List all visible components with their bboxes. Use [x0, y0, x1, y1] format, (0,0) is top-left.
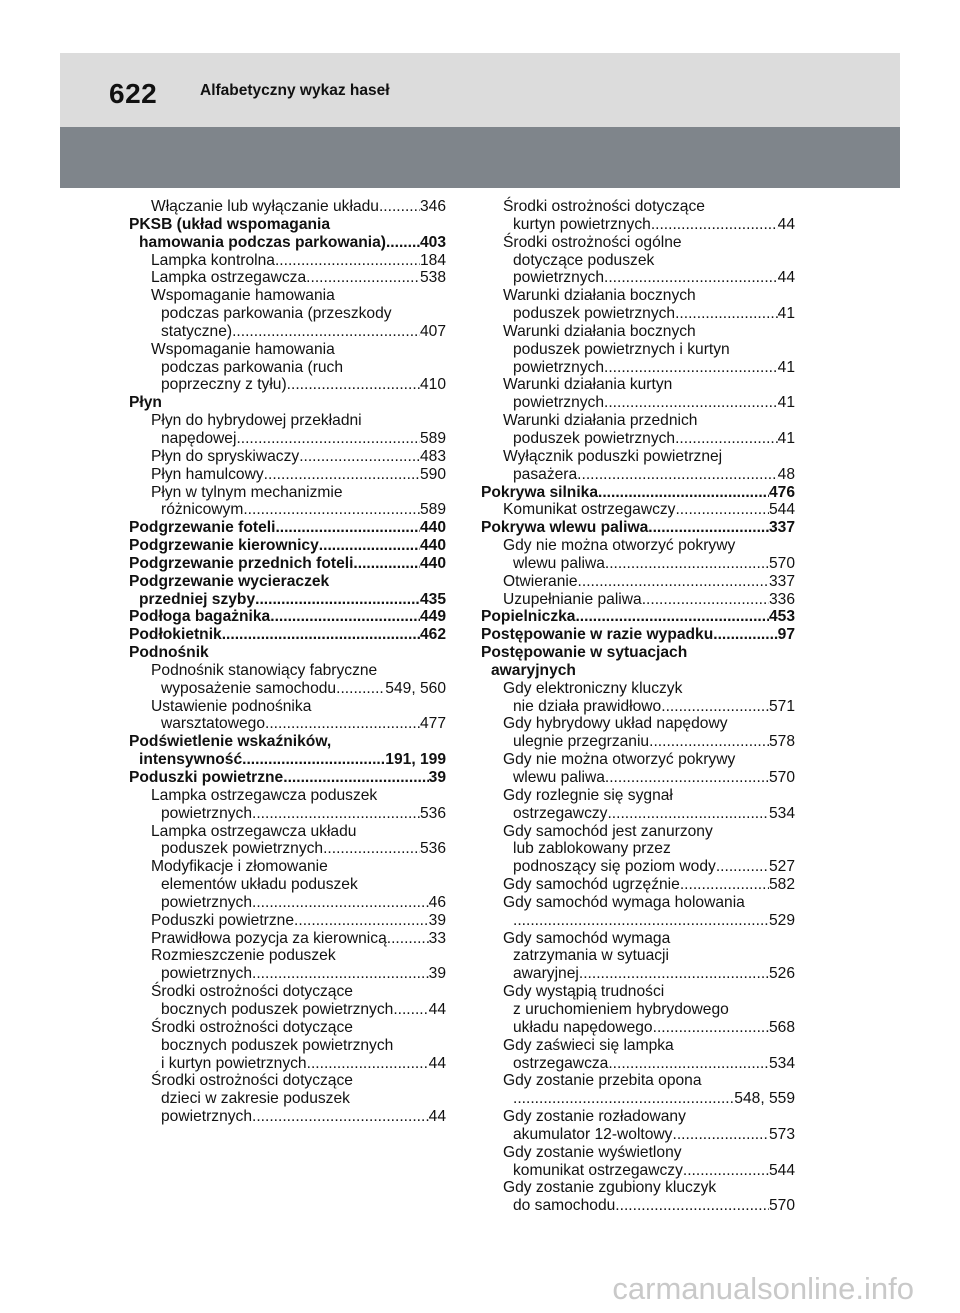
- entry-text: poduszek powietrznych i kurtyn: [513, 340, 730, 358]
- entry-text: poduszek powietrznych: [513, 305, 676, 323]
- index-entry: [129, 626, 446, 644]
- entry-text: Wyłącznik poduszki powietrznej: [503, 447, 723, 465]
- dot-leader: [577, 466, 777, 484]
- entry-text: Podgrzewanie przednich foteli: [129, 554, 354, 572]
- index-entry: [481, 591, 795, 609]
- page-reference: 336: [768, 590, 795, 608]
- entry-text: Włączanie lub wyłączanie układu: [151, 198, 379, 215]
- index-entry: [481, 537, 795, 573]
- entry-text: Płyn do spryskiwaczy: [151, 447, 300, 465]
- index-entry: [129, 787, 446, 823]
- page-reference: 403: [419, 233, 446, 251]
- entry-text: wlewu paliwa: [513, 769, 605, 786]
- entry-text: Warunki działania kurtyn: [503, 376, 673, 394]
- entry-text: awaryjnych: [491, 661, 576, 679]
- dot-leader: [608, 1055, 769, 1073]
- dot-leader: [306, 269, 420, 287]
- dot-leader: [265, 715, 420, 733]
- index-entry: [481, 1179, 795, 1215]
- entry-text: Podnośnik: [129, 644, 209, 662]
- dot-leader: [243, 501, 420, 519]
- dot-leader: [653, 1019, 769, 1037]
- index-entry: [481, 823, 795, 877]
- entry-text: powietrznych: [513, 269, 605, 287]
- entry-text: powietrznych: [161, 965, 253, 983]
- index-entry: [481, 626, 795, 644]
- index-entry: [481, 448, 795, 484]
- index-entry: [481, 573, 795, 591]
- entry-text: Podłokietnik: [129, 626, 222, 644]
- page-reference: 529: [768, 911, 795, 929]
- page-reference: 483: [419, 447, 446, 465]
- entry-text: Gdy zostanie wyświetlony: [503, 1143, 682, 1161]
- dot-leader: [661, 698, 769, 716]
- page-reference: 570: [768, 769, 795, 786]
- page-reference: 41: [777, 394, 795, 412]
- entry-text: ostrzegawczy: [513, 804, 608, 822]
- index-entry: [481, 930, 795, 984]
- dot-leader: [319, 537, 420, 555]
- entry-text: Wspomaganie hamowania: [151, 340, 335, 358]
- dot-leader: [222, 626, 420, 644]
- entry-text: Gdy nie można otworzyć pokrywy: [503, 751, 736, 769]
- entry-text: podczas parkowania (ruch: [161, 358, 344, 376]
- index-entry: [481, 751, 795, 787]
- page-reference: 534: [768, 804, 795, 822]
- dot-leader: [713, 626, 777, 644]
- page-reference: 191, 199: [385, 751, 446, 769]
- entry-text: ulegnie przegrzaniu: [513, 733, 650, 751]
- entry-text: Gdy samochód ugrzęźnie: [503, 876, 680, 894]
- entry-text: Prawidłowa pozycja za kierownicą: [151, 929, 387, 947]
- entry-text: powietrznych: [161, 893, 253, 911]
- index-entry: [129, 1019, 446, 1073]
- page-reference: 97: [777, 626, 795, 644]
- entry-text: kurtyn powietrznych: [513, 215, 651, 233]
- entry-text: PKSB (układ wspomagania: [129, 215, 331, 233]
- page-reference: 589: [419, 429, 446, 447]
- page-reference: 337: [768, 519, 795, 537]
- dot-leader: [353, 555, 420, 573]
- dot-leader: [604, 269, 778, 287]
- entry-text: ostrzegawcza: [513, 1054, 609, 1072]
- entry-text: akumulator 12-woltowy: [513, 1125, 673, 1143]
- dot-leader: [294, 912, 429, 930]
- dot-leader: [242, 751, 385, 769]
- index-entry: [129, 698, 446, 734]
- dot-leader: [379, 198, 420, 216]
- entry-text: poduszek powietrznych: [513, 429, 676, 447]
- entry-text: Lampka ostrzegawcza: [151, 269, 307, 287]
- entry-text: Gdy samochód jest zanurzony: [503, 822, 713, 840]
- entry-text: Gdy zostanie rozładowany: [503, 1108, 686, 1126]
- page-reference: 568: [768, 1018, 795, 1036]
- page-reference: 407: [419, 322, 446, 340]
- entry-text: Warunki działania bocznych: [503, 322, 696, 340]
- dot-leader: [675, 501, 769, 519]
- entry-text: Gdy wystąpią trudności: [503, 983, 665, 1001]
- page-reference: 453: [768, 608, 795, 626]
- page-reference: 184: [419, 251, 446, 269]
- entry-text: do samochodu: [513, 1197, 616, 1215]
- index-entry: [129, 287, 446, 341]
- dot-leader: [680, 876, 769, 894]
- page-reference: 337: [768, 572, 795, 590]
- page-reference: 48: [777, 465, 795, 483]
- entry-text: Gdy samochód wymaga holowania: [503, 893, 745, 911]
- dot-leader: [336, 680, 385, 698]
- index-entry: [481, 715, 795, 751]
- page-reference: 44: [428, 1054, 446, 1072]
- entry-text: Gdy elektroniczny kluczyk: [503, 679, 683, 697]
- index-entry: [481, 787, 795, 823]
- page-reference: 449: [419, 608, 446, 626]
- dot-leader: [513, 1090, 734, 1108]
- entry-text: powietrznych: [513, 394, 605, 412]
- dot-leader: [579, 965, 769, 983]
- entry-text: Gdy zaświeci się lampka: [503, 1036, 674, 1054]
- dot-leader: [683, 1162, 769, 1180]
- entry-text: wlewu paliwa: [513, 554, 605, 572]
- index-entry: [481, 287, 795, 323]
- entry-text: Uzupełnianie paliwa: [503, 590, 642, 608]
- dot-leader: [648, 519, 769, 537]
- page-reference: 549, 560: [385, 679, 446, 697]
- entry-text: dotyczące poduszek: [513, 251, 655, 269]
- index-entry: [129, 537, 446, 555]
- entry-text: awaryjnej: [513, 965, 579, 983]
- index-entry: [481, 234, 795, 288]
- dot-leader: [275, 519, 420, 537]
- dot-leader: [264, 466, 420, 484]
- entry-text: Poduszki powietrzne: [129, 769, 284, 786]
- dot-leader: [672, 1126, 768, 1144]
- page-reference: 435: [419, 590, 446, 608]
- page-reference: 440: [419, 537, 446, 555]
- dot-leader: [252, 805, 420, 823]
- dot-leader: [607, 805, 769, 823]
- page-reference: 410: [419, 376, 446, 394]
- entry-text: Ustawienie podnośnika: [151, 697, 312, 715]
- page-reference: 346: [419, 198, 446, 215]
- entry-text: powietrznych: [513, 358, 605, 376]
- dot-leader: [283, 769, 428, 787]
- dot-leader: [287, 376, 420, 394]
- entry-text: Gdy rozlegnie się sygnał: [503, 786, 673, 804]
- page-number: 622: [109, 78, 158, 109]
- index-entry: [129, 466, 446, 484]
- index-entry: [481, 983, 795, 1037]
- index-entry: [481, 680, 795, 716]
- index-entry: [129, 769, 446, 787]
- page-reference: 573: [768, 1125, 795, 1143]
- header-gray-bar: [60, 127, 900, 188]
- entry-text: podnoszący się poziom wody: [513, 858, 716, 876]
- page-reference: 440: [419, 519, 446, 537]
- entry-text: intensywność: [139, 751, 243, 769]
- page-reference: 582: [768, 876, 795, 894]
- entry-text: zatrzymania w sytuacji: [513, 947, 669, 965]
- entry-text: Warunki działania przednich: [503, 412, 698, 430]
- page-reference: 39: [428, 769, 446, 786]
- entry-text: Wspomaganie hamowania: [151, 287, 335, 305]
- index-entry: [129, 394, 446, 412]
- entry-text: z uruchomieniem hybrydowego: [513, 1000, 729, 1018]
- entry-text: Płyn: [129, 394, 162, 412]
- entry-text: Gdy nie można otworzyć pokrywy: [503, 537, 736, 555]
- entry-text: Pokrywa silnika: [481, 483, 599, 501]
- entry-text: Środki ostrożności dotyczące: [151, 1018, 353, 1036]
- entry-text: Warunki działania bocznych: [503, 287, 696, 305]
- dot-leader: [236, 430, 420, 448]
- entry-text: Otwieranie: [503, 572, 578, 590]
- entry-text: Postępowanie w sytuacjach: [481, 644, 688, 662]
- entry-text: i kurtyn powietrznych: [161, 1054, 307, 1072]
- dot-leader: [642, 591, 769, 609]
- index-entry: [129, 341, 446, 395]
- dot-leader: [598, 484, 769, 502]
- dot-leader: [393, 1001, 428, 1019]
- dot-leader: [252, 965, 429, 983]
- dot-leader: [386, 234, 420, 252]
- entry-text: Gdy samochód wymaga: [503, 929, 671, 947]
- index-entry: [129, 733, 446, 769]
- index-entry: [481, 519, 795, 537]
- entry-text: Rozmieszczenie poduszek: [151, 947, 336, 965]
- entry-text: Środki ostrożności ogólne: [503, 233, 682, 251]
- entry-text: wyposażenie samochodu: [161, 679, 337, 697]
- page-reference: 536: [419, 840, 446, 858]
- dot-leader: [323, 840, 420, 858]
- entry-text: statyczne): [161, 322, 233, 340]
- entry-text: podczas parkowania (przeszkody: [161, 305, 392, 323]
- index-entry: [481, 198, 795, 234]
- page-reference: 527: [768, 858, 795, 876]
- entry-text: Lampka kontrolna: [151, 251, 275, 269]
- entry-text: Gdy zostanie przebita opona: [503, 1072, 702, 1090]
- dot-leader: [604, 394, 778, 412]
- dot-leader: [615, 1197, 769, 1215]
- entry-text: Płyn w tylnym mechanizmie: [151, 483, 343, 501]
- entry-text: Komunikat ostrzegawczy: [503, 501, 676, 519]
- page-reference: 590: [419, 465, 446, 483]
- entry-text: poduszek powietrznych: [161, 840, 324, 858]
- index-entry: [129, 947, 446, 983]
- page-reference: 44: [777, 215, 795, 233]
- entry-text: Środki ostrożności dotyczące: [151, 983, 353, 1001]
- page-reference: 39: [428, 965, 446, 983]
- entry-text: pasażera: [513, 465, 578, 483]
- header-band: [60, 53, 900, 127]
- page-reference: 33: [428, 929, 446, 947]
- dot-leader: [299, 448, 420, 466]
- dot-leader: [387, 930, 429, 948]
- dot-leader: [604, 359, 778, 377]
- index-entry: [481, 608, 795, 626]
- dot-leader: [307, 1055, 429, 1073]
- page-reference: 589: [419, 501, 446, 519]
- page-reference: 571: [768, 697, 795, 715]
- page-reference: 41: [777, 429, 795, 447]
- page-reference: 462: [419, 626, 446, 644]
- entry-text: lub zablokowany przez: [513, 840, 671, 858]
- dot-leader: [513, 912, 769, 930]
- entry-text: poprzeczny z tyłu): [161, 376, 287, 394]
- index-entry: [129, 662, 446, 698]
- page-reference: 526: [768, 965, 795, 983]
- index-entry: [481, 484, 795, 502]
- index-entry: [481, 644, 795, 680]
- dot-leader: [649, 733, 769, 751]
- index-entry: [481, 1108, 795, 1144]
- page-reference: 538: [419, 269, 446, 287]
- watermark: carmanualsonline.info: [612, 1271, 914, 1306]
- page-reference: 536: [419, 804, 446, 822]
- dot-leader: [270, 608, 420, 626]
- page-reference: 570: [768, 554, 795, 572]
- index-entry: [481, 876, 795, 894]
- entry-text: dzieci w zakresie poduszek: [161, 1090, 350, 1108]
- page-title: Alfabetyczny wykaz haseł: [200, 82, 390, 99]
- index-entry: [481, 894, 795, 930]
- entry-text: bocznych poduszek powietrznych: [161, 1036, 394, 1054]
- dot-leader: [651, 216, 778, 234]
- entry-text: Podgrzewanie wycieraczek: [129, 572, 330, 590]
- dot-leader: [716, 858, 769, 876]
- entry-text: różnicowym: [161, 501, 244, 519]
- index-entry: [481, 1144, 795, 1180]
- entry-text: nie działa prawidłowo: [513, 697, 662, 715]
- index-entry: [129, 555, 446, 573]
- index-entry: [481, 323, 795, 377]
- index-entry: [129, 216, 446, 252]
- index-entry: [129, 930, 446, 948]
- index-entry: [129, 484, 446, 520]
- index-entry: [129, 608, 446, 626]
- index-column-right: [481, 198, 795, 1215]
- index-entry: [129, 858, 446, 912]
- index-entry: [129, 983, 446, 1019]
- page-reference: 39: [428, 911, 446, 929]
- dot-leader: [605, 769, 769, 787]
- page-reference: 477: [419, 715, 446, 733]
- entry-text: napędowej: [161, 429, 237, 447]
- entry-text: Pokrywa wlewu paliwa: [481, 519, 649, 537]
- entry-text: Płyn hamulcowy: [151, 465, 264, 483]
- index-entry: [129, 644, 446, 662]
- page-reference: 440: [419, 554, 446, 572]
- page-header: [60, 53, 900, 188]
- index-entry: [129, 448, 446, 466]
- entry-text: Podświetlenie wskaźników,: [129, 733, 332, 751]
- entry-text: komunikat ostrzegawczy: [513, 1161, 683, 1179]
- entry-text: Poduszki powietrzne: [151, 911, 295, 929]
- entry-text: hamowania podczas parkowania): [139, 233, 386, 251]
- dot-leader: [578, 573, 769, 591]
- entry-text: powietrznych: [161, 804, 253, 822]
- page-reference: 544: [768, 1161, 795, 1179]
- entry-text: przedniej szyby: [139, 590, 256, 608]
- entry-text: Lampka ostrzegawcza układu: [151, 822, 357, 840]
- entry-text: Gdy hybrydowy układ napędowy: [503, 715, 728, 733]
- dot-leader: [255, 591, 420, 609]
- page-reference: 548, 559: [734, 1090, 795, 1108]
- page-reference: 476: [768, 483, 795, 501]
- entry-text: układu napędowego: [513, 1018, 653, 1036]
- entry-text: Popielniczka: [481, 608, 576, 626]
- dot-leader: [675, 430, 778, 448]
- page-reference: 534: [768, 1054, 795, 1072]
- index-entry: [481, 1072, 795, 1108]
- page-reference: 578: [768, 733, 795, 751]
- page-reference: 41: [777, 305, 795, 323]
- index-entry: [481, 412, 795, 448]
- dot-leader: [675, 305, 778, 323]
- entry-text: Podgrzewanie foteli: [129, 519, 276, 537]
- page-reference: 46: [428, 893, 446, 911]
- entry-text: Podnośnik stanowiący fabryczne: [151, 661, 378, 679]
- index-entry: [129, 912, 446, 930]
- page-reference: 544: [768, 501, 795, 519]
- entry-text: Płyn do hybrydowej przekładni: [151, 412, 362, 430]
- dot-leader: [605, 555, 769, 573]
- index-entry: [129, 823, 446, 859]
- entry-text: Postępowanie w razie wypadku: [481, 626, 714, 644]
- index-entry: [129, 269, 446, 287]
- entry-text: Modyfikacje i złomowanie: [151, 858, 328, 876]
- index-entry: [481, 501, 795, 519]
- index-entry: [481, 376, 795, 412]
- entry-text: Podgrzewanie kierownicy: [129, 537, 319, 555]
- page-reference: 44: [428, 1000, 446, 1018]
- entry-text: warsztatowego: [161, 715, 266, 733]
- entry-text: Podłoga bagażnika: [129, 608, 271, 626]
- dot-leader: [575, 608, 769, 626]
- entry-text: Gdy zostanie zgubiony kluczyk: [503, 1179, 717, 1197]
- entry-text: Środki ostrożności dotyczące: [151, 1072, 353, 1090]
- index-entry: [129, 198, 446, 216]
- entry-text: Lampka ostrzegawcza poduszek: [151, 786, 378, 804]
- entry-text: elementów układu poduszek: [161, 876, 358, 894]
- index-entry: [129, 573, 446, 609]
- index-column-left: [129, 198, 446, 1126]
- entry-text: Środki ostrożności dotyczące: [503, 198, 705, 215]
- dot-leader: [252, 1108, 429, 1126]
- index-entry: [129, 412, 446, 448]
- dot-leader: [252, 894, 429, 912]
- page-reference: 44: [777, 269, 795, 287]
- index-entry: [129, 1072, 446, 1126]
- page-reference: 44: [428, 1108, 446, 1126]
- index-entry: [129, 252, 446, 270]
- index-entry: [129, 519, 446, 537]
- page-reference: 570: [768, 1197, 795, 1215]
- entry-text: powietrznych: [161, 1108, 253, 1126]
- entry-text: bocznych poduszek powietrznych: [161, 1000, 394, 1018]
- page-reference: 41: [777, 358, 795, 376]
- dot-leader: [232, 323, 420, 341]
- dot-leader: [275, 252, 420, 270]
- index-entry: [481, 1037, 795, 1073]
